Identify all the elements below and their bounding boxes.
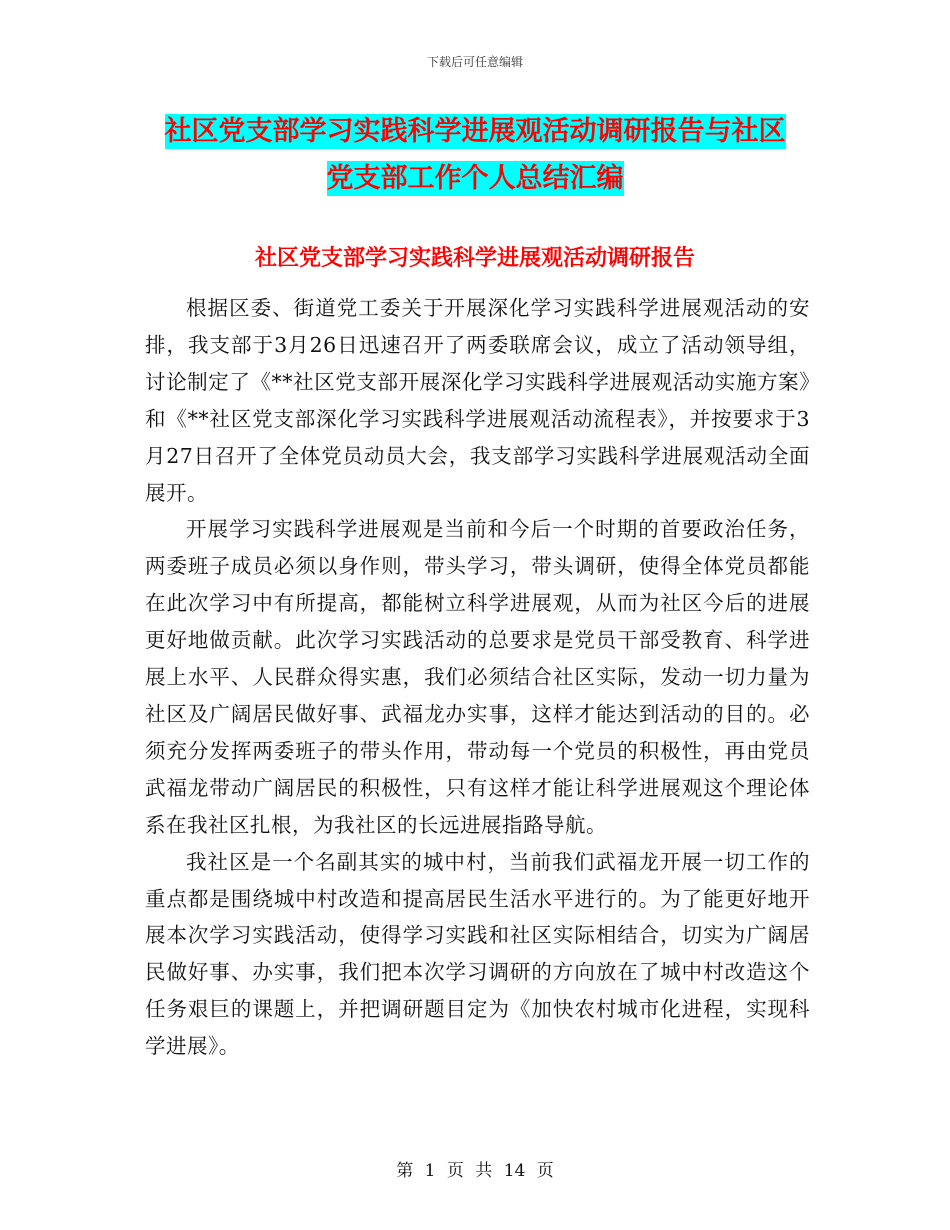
page-header-note: 下载后可任意编辑 xyxy=(426,55,523,69)
document-main-title xyxy=(150,108,800,202)
main-title-line-2: 党支部工作个人总结汇编 xyxy=(326,163,624,194)
document-body xyxy=(145,290,810,1065)
body-paragraph-2: 开展学习实践科学进展观是当前和今后一个时期的首要政治任务，两委班子成员必须以身作则，带头学习，带头调研，使得全体党员都能在此次学习中有所提高，都能树立科学进展观，从而为社区今后的进展更好地做贡献。此次学习实践活动的总要求是党员干部受教育、科学进展上水平、人民群众得实惠，我们必须结合社区实际，发动一切力量为社区及广阔居民做好事、武福龙办实事，这样才能达到活动的目的。必须充分发挥两委班子的带头作用，带动每一个党员的积极性，再由党员武福龙带动广阔居民的积极性，只有这样才能让科学进展观这个理论体系在我社区扎根，为我社区的长远进展指路导航。 xyxy=(145,517,810,837)
body-paragraph-3: 我社区是一个名副其实的城中村，当前我们武福龙开展一切工作的重点都是围绕城中村改造和提高居民生活水平进行的。为了能更好地开展本次学习实践活动，使得学习实践和社区实际相结合，切实为广阔居民做好事、办实事，我们把本次学习调研的方向放在了城中村改造这个任务艰巨的课题上，并把调研题目定为《加快农村城市化进程，实现科学进展》。 xyxy=(145,849,810,1059)
main-title-line-1: 社区党支部学习实践科学进展观活动调研报告与社区 xyxy=(164,116,786,147)
page-number-footer: 第 1 页 共 14 页 xyxy=(396,1161,554,1181)
body-paragraph-1: 根据区委、街道党工委关于开展深化学习实践科学进展观活动的安排，我支部于3月26日迅速召开了两委联席会议，成立了活动领导组，讨论制定了《**社区党支部开展深化学习实践科学进展观活动实施方案》和《**社区党支部深化学习实践科学进展观活动流程表》，并按要求于3月27日召开了全体党员动员大会，我支部学习实践科学进展观活动全面展开。 xyxy=(145,296,810,505)
section-title: 社区党支部学习实践科学进展观活动调研报告 xyxy=(254,246,695,271)
